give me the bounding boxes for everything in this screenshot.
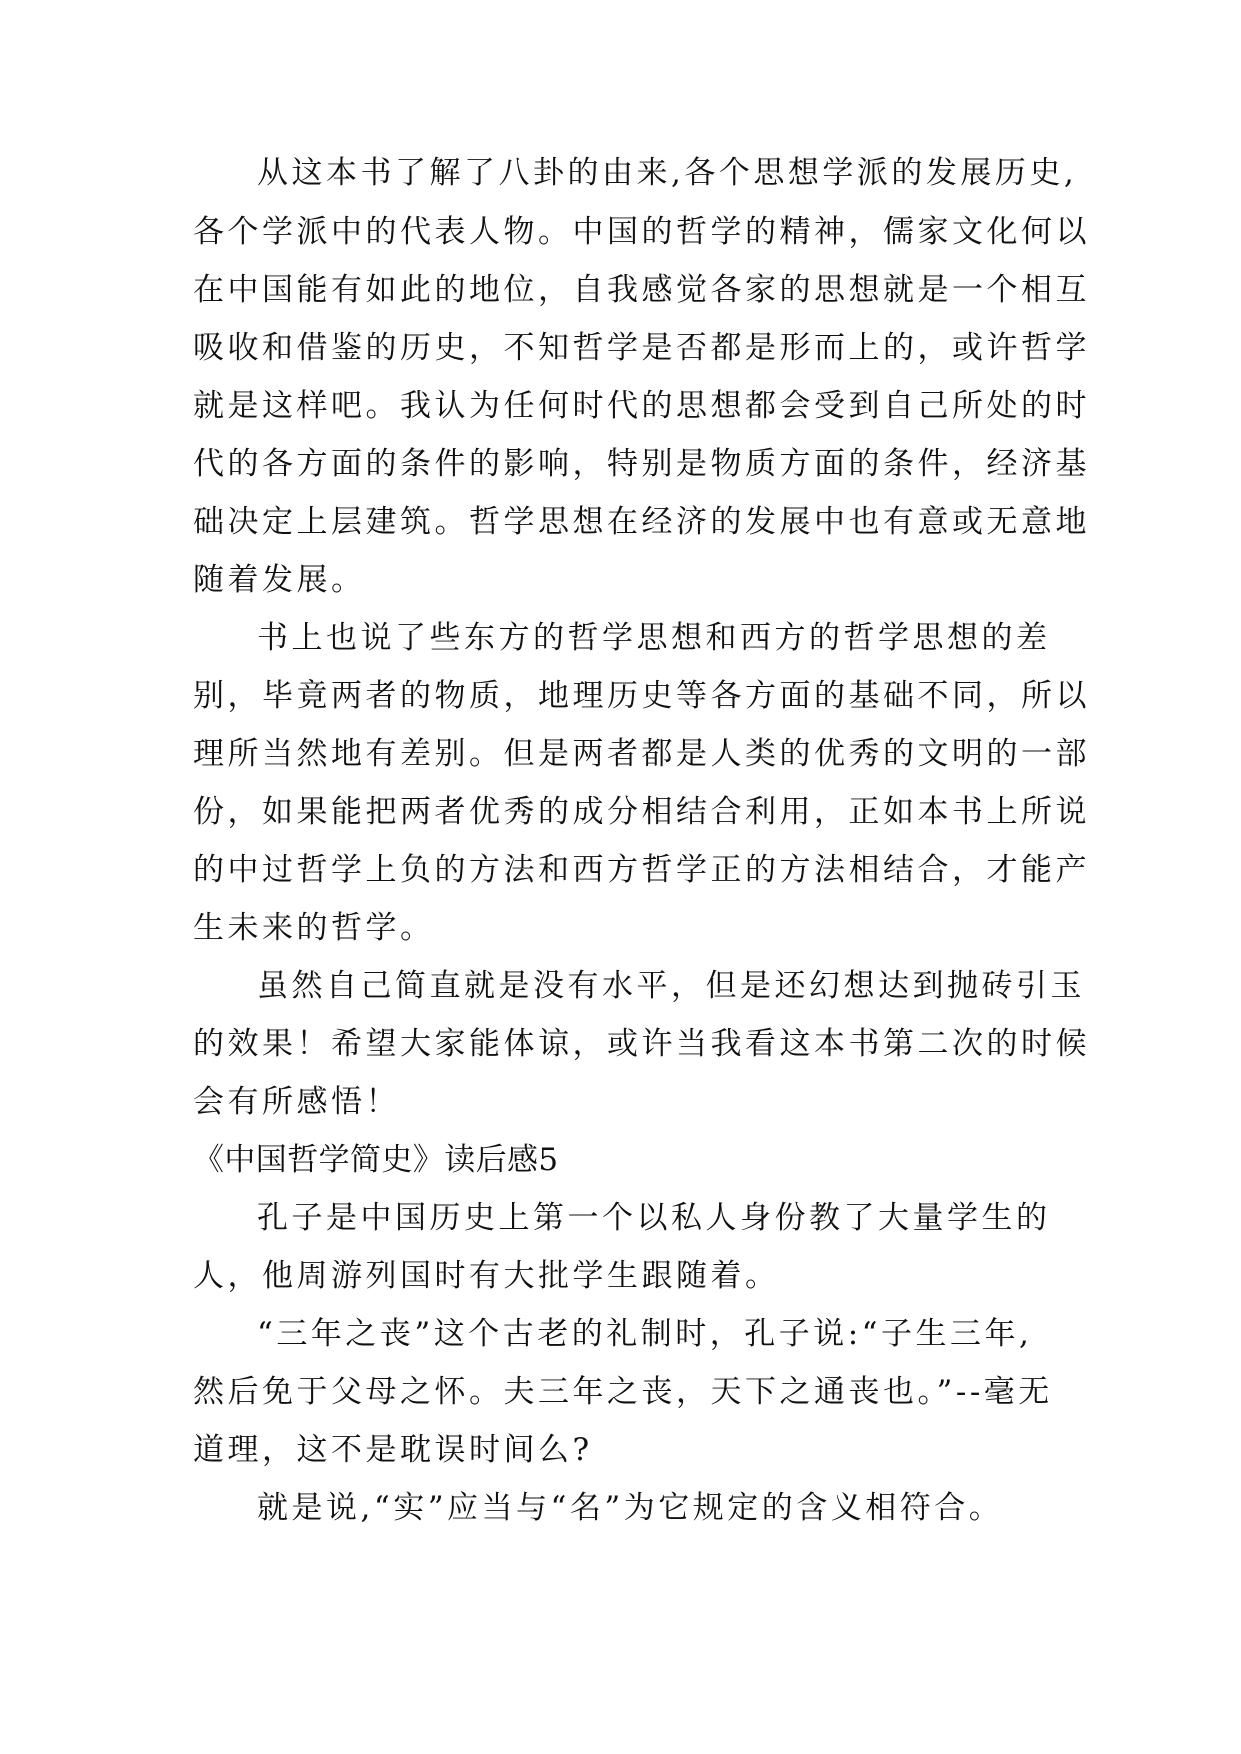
paragraph-3-line-3: 会有所感悟！ [193,1084,400,1120]
paragraph-1-line-6: 代的各方面的条件的影响，特别是物质方面的条件，经济基 [193,446,1090,482]
paragraph-2-line-4: 份，如果能把两者优秀的成分相结合利用，正如本书上所说 [193,794,1090,830]
paragraph-2-line-6: 生未来的哲学。 [193,910,435,946]
paragraph-5-line-3: 道理，这不是耽误时间么? [193,1432,593,1468]
paragraph-6-line-1: 就是说,“实”应当与“名”为它规定的含义相符合。 [257,1490,1004,1526]
paragraph-1-line-8: 随着发展。 [193,562,366,598]
paragraph-5-line-1: “三年之丧”这个古老的礼制时，孔子说:“子生三年, [257,1316,1033,1352]
paragraph-4-line-1: 孔子是中国历史上第一个以私人身份教了大量学生的 [257,1200,1051,1236]
paragraph-2-line-1: 书上也说了些东方的哲学思想和西方的哲学思想的差 [257,620,1051,656]
paragraph-5-line-2: 然后免于父母之怀。夫三年之丧，天下之通丧也。”--毫无 [193,1374,1053,1410]
paragraph-3-line-2: 的效果！希望大家能体谅，或许当我看这本书第二次的时候 [193,1026,1090,1062]
paragraph-1-line-5: 就是这样吧。我认为任何时代的思想都会受到自己所处的时 [193,388,1090,424]
paragraph-1-line-7: 础决定上层建筑。哲学思想在经济的发展中也有意或无意地 [193,504,1090,540]
paragraph-1-line-2: 各个学派中的代表人物。中国的哲学的精神，儒家文化何以 [193,214,1090,250]
section-heading: 《中国哲学简史》读后感5 [193,1142,559,1178]
paragraph-1-line-4: 吸收和借鉴的历史，不知哲学是否都是形而上的，或许哲学 [193,330,1090,366]
paragraph-3-line-1: 虽然自己简直就是没有水平，但是还幻想达到抛砖引玉 [257,968,1085,1004]
paragraph-1-line-1: 从这本书了解了八卦的由来,各个思想学派的发展历史, [257,155,1078,191]
paragraph-4-line-2: 人，他周游列国时有大批学生跟随着。 [193,1258,780,1294]
paragraph-2-line-3: 理所当然地有差别。但是两者都是人类的优秀的文明的一部 [193,736,1090,772]
paragraph-2-line-5: 的中过哲学上负的方法和西方哲学正的方法相结合，才能产 [193,852,1090,888]
paragraph-2-line-2: 别，毕竟两者的物质，地理历史等各方面的基础不同，所以 [193,678,1090,714]
paragraph-1-line-3: 在中国能有如此的地位，自我感觉各家的思想就是一个相互 [193,272,1090,308]
